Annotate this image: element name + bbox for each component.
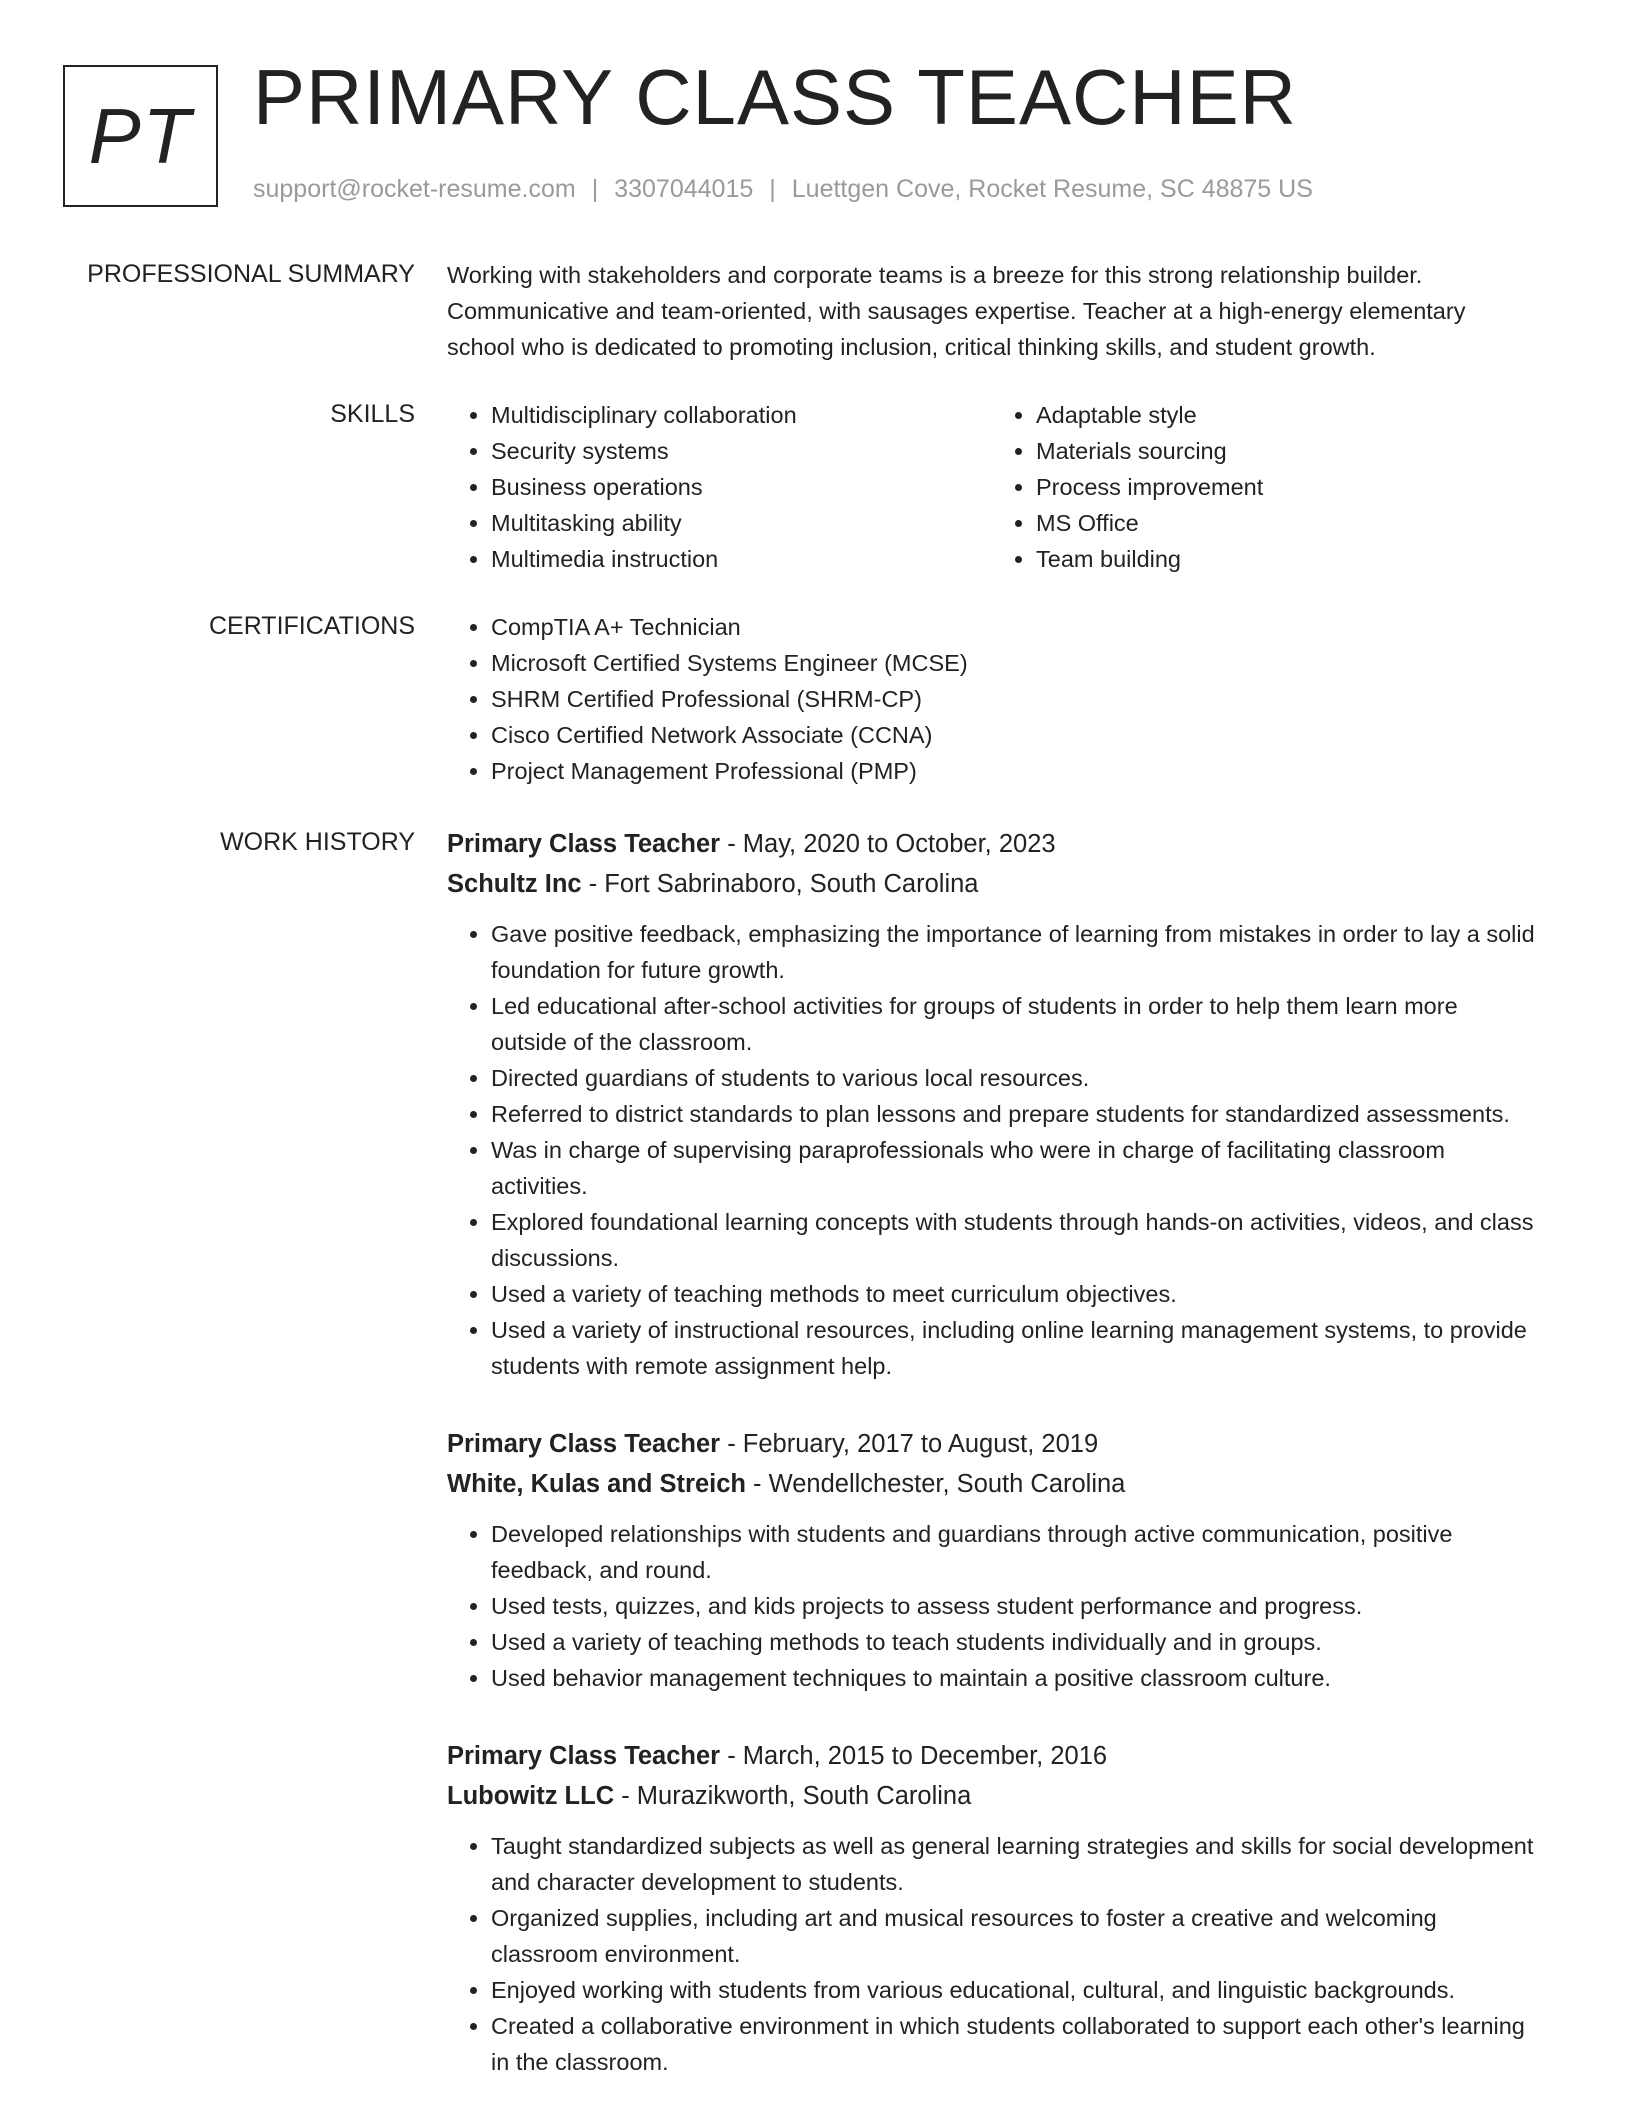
- contact-phone[interactable]: 3307044015: [614, 175, 754, 203]
- job-entry: [447, 1736, 1537, 2080]
- job-title: Primary Class Teacher: [447, 1430, 721, 1458]
- contact-email[interactable]: support@rocket-resume.com: [253, 175, 576, 203]
- job-title-line: [447, 1736, 1537, 1776]
- job-dates: - May, 2020 to October, 2023: [720, 830, 1056, 858]
- job-bullets: [447, 916, 1537, 1384]
- job-bullet: • Led educational after-school activities for groups of students in order to help them learn more outside of the classroom.: [491, 988, 1537, 1060]
- job-title: Primary Class Teacher: [447, 830, 721, 858]
- skill-item: • Team building: [1036, 541, 1537, 577]
- section-label-work-history: WORK HISTORY: [220, 828, 415, 856]
- job-bullet: • Enjoyed working with students from various educational, cultural, and linguistic backgrounds.: [491, 1972, 1537, 2008]
- job-bullets: [447, 1516, 1537, 1696]
- job-title-line: [447, 1424, 1537, 1464]
- skills-column-2: [992, 397, 1537, 577]
- certification-item: • Project Management Professional (PMP): [491, 753, 1537, 789]
- job-location: - Murazikworth, South Carolina: [614, 1782, 972, 1810]
- job-bullet: • Used behavior management techniques to maintain a positive classroom culture.: [491, 1660, 1537, 1696]
- skill-item: • Security systems: [491, 433, 992, 469]
- summary-text: Working with stakeholders and corporate teams is a breeze for this strong relationship builder. Communicative and team-oriented, with sausages expertise. Teacher at a high-energy elementary school who is dedicated to promoting inclusion, critical thinking skills, and student growth.: [447, 262, 1466, 360]
- job-title-line: [447, 824, 1537, 864]
- monogram-initials: PT: [88, 92, 193, 180]
- job-dates: - March, 2015 to December, 2016: [720, 1742, 1108, 1770]
- monogram: [63, 65, 218, 207]
- skill-item: • Multidisciplinary collaboration: [491, 397, 992, 433]
- job-location: - Fort Sabrinaboro, South Carolina: [581, 870, 979, 898]
- job-company: White, Kulas and Streich: [447, 1470, 746, 1498]
- contact-address: Luettgen Cove, Rocket Resume, SC 48875 US: [791, 175, 1313, 203]
- job-bullet: • Explored foundational learning concepts with students through hands-on activities, videos, and class discussions.: [491, 1204, 1537, 1276]
- skill-item: • Materials sourcing: [1036, 433, 1537, 469]
- work-history-section: [447, 824, 1537, 2120]
- job-bullet: • Created a collaborative environment in which students collaborated to support each other's learning in the classroom.: [491, 2008, 1537, 2080]
- job-bullet: • Was in charge of supervising paraprofessionals who were in charge of facilitating classroom activities.: [491, 1132, 1537, 1204]
- certification-item: • Microsoft Certified Systems Engineer (MCSE): [491, 645, 1537, 681]
- skill-item: • Business operations: [491, 469, 992, 505]
- certifications-list: [447, 609, 1537, 789]
- skill-item: • MS Office: [1036, 505, 1537, 541]
- section-label-skills: SKILLS: [330, 400, 415, 428]
- job-bullet: • Referred to district standards to plan lessons and prepare students for standardized assessments.: [491, 1096, 1537, 1132]
- certification-item: • Cisco Certified Network Associate (CCNA): [491, 717, 1537, 753]
- certification-item: • CompTIA A+ Technician: [491, 609, 1537, 645]
- skills-column-1: [447, 397, 992, 577]
- job-bullet: • Directed guardians of students to various local resources.: [491, 1060, 1537, 1096]
- skill-item: • Multimedia instruction: [491, 541, 992, 577]
- section-label-summary: PROFESSIONAL SUMMARY: [87, 260, 415, 288]
- job-bullet: • Used a variety of teaching methods to meet curriculum objectives.: [491, 1276, 1537, 1312]
- job-bullets: [447, 1828, 1537, 2080]
- skills-section: [447, 397, 1537, 577]
- resume-title: PRIMARY CLASS TEACHER: [253, 53, 1297, 141]
- skill-item: • Multitasking ability: [491, 505, 992, 541]
- job-company: Schultz Inc: [447, 870, 582, 898]
- job-bullet: • Developed relationships with students and guardians through active communication, positive feedback, and round.: [491, 1516, 1537, 1588]
- certification-item: • SHRM Certified Professional (SHRM-CP): [491, 681, 1537, 717]
- contact-separator: |: [769, 175, 776, 203]
- skill-item: • Process improvement: [1036, 469, 1537, 505]
- job-company-line: [447, 864, 1537, 904]
- job-entry: [447, 824, 1537, 1384]
- job-bullet: • Used a variety of instructional resources, including online learning management systems, to provide students with remote assignment help.: [491, 1312, 1537, 1384]
- job-bullet: • Organized supplies, including art and musical resources to foster a creative and welcoming classroom environment.: [491, 1900, 1537, 1972]
- job-entry: [447, 1424, 1537, 1696]
- contact-separator: |: [591, 175, 599, 203]
- job-bullet: • Gave positive feedback, emphasizing the importance of learning from mistakes in order to lay a solid foundation for future growth.: [491, 916, 1537, 988]
- certifications-section: [447, 609, 1537, 789]
- skill-item: • Adaptable style: [1036, 397, 1537, 433]
- job-bullet: • Used tests, quizzes, and kids projects to assess student performance and progress.: [491, 1588, 1537, 1624]
- job-company-line: [447, 1776, 1537, 1816]
- job-bullet: • Taught standardized subjects as well as general learning strategies and skills for social development and character development to students.: [491, 1828, 1537, 1900]
- job-dates: - February, 2017 to August, 2019: [720, 1430, 1099, 1458]
- contact-line: [253, 175, 1313, 204]
- job-location: - Wendellchester, South Carolina: [745, 1470, 1126, 1498]
- job-company-line: [447, 1464, 1537, 1504]
- summary-section: [447, 257, 1537, 365]
- job-title: Primary Class Teacher: [447, 1742, 721, 1770]
- section-label-certifications: CERTIFICATIONS: [208, 612, 415, 640]
- job-company: Lubowitz LLC: [447, 1782, 615, 1810]
- job-bullet: • Used a variety of teaching methods to teach students individually and in groups.: [491, 1624, 1537, 1660]
